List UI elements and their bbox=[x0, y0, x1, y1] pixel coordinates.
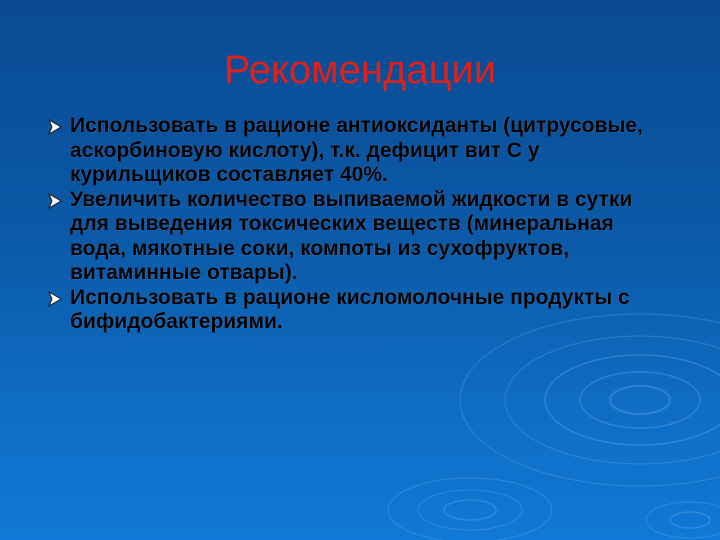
bullet-list bbox=[48, 114, 668, 335]
arrowhead-bullet-icon bbox=[48, 119, 62, 135]
bullet-text: Увеличить количество выпиваемой жидкости в сутки для выведения токсических веществ (минеральная вода, мякотные соки, компоты из сухофруктов, витаминные отвары). bbox=[70, 187, 633, 284]
bullet-text: Использовать в рационе антиоксиданты (цитрусовые, аскорбиновую кислоту), т.к. дефицит вит С у курильщиков составляет 40%. bbox=[70, 114, 643, 186]
bullet-item bbox=[48, 188, 668, 286]
arrowhead-bullet-icon bbox=[48, 193, 62, 209]
bullet-item bbox=[48, 286, 668, 335]
arrowhead-bullet-icon bbox=[48, 291, 62, 307]
bullet-item bbox=[48, 114, 668, 188]
slide-title: Рекомендации bbox=[223, 48, 497, 92]
bullet-text: Использовать в рационе кисломолочные продукты с бифидобактериями. bbox=[70, 285, 630, 333]
